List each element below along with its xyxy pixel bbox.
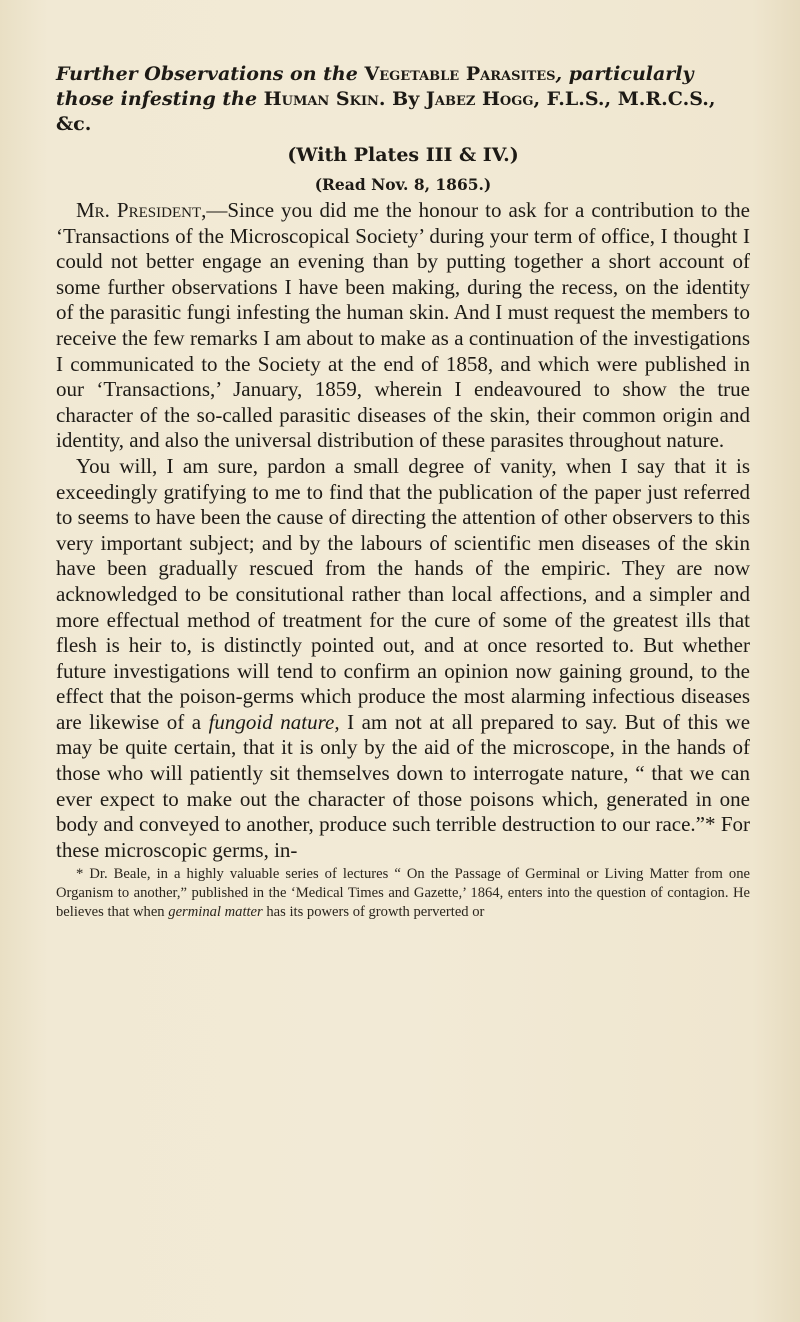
title-by: By (385, 88, 420, 110)
salutation: Mr. President (76, 198, 202, 222)
paragraph-2-text-a: You will, I am sure, pardon a small degree of vanity, when I say that it is exceedingly gratifying to me to find that the publication of the paper just referred to seems to have been the cause of directing the attention of other observers to this very important subject; and by the labours of scientific men diseases of the skin have been gradually rescued from the hands of the empiric. They are now acknowledged to be consitutional rather than local affections, and a simpler and more effectual method of treatment for the cure of some of the greatest ills that flesh is heir to, is distinctly pointed out, and at once resorted to. But whether future investigations will tend to confirm an opinion now gaining ground, to the effect that the poison-germs which produce the most alarming infectious diseases are likewise of a (56, 453, 750, 734)
title-italic-2: , particularly those infesting the (56, 63, 694, 110)
footnote (56, 865, 750, 922)
author-name: Jabez Hogg (425, 88, 534, 110)
read-date: (Read Nov. 8, 1865.) (314, 175, 492, 194)
article-title (56, 62, 750, 137)
paragraph-2-italic: fungoid nature, (208, 709, 340, 734)
title-smallcaps-1: Vegetable Parasites (364, 63, 556, 85)
paragraph-1 (56, 198, 750, 454)
paragraph-2-text-b: I am not at all prepared to say. But of this we may be quite certain, that it is only by the aid of the microscope, in the hands of those who will patiently sit themselves down to interrogate nature, “ that we can ever expect to make out the character of those poisons which, generated in one body and conveyed to another, produce such terrible destruction to our race.”* For these microscopic germs, in- (56, 709, 751, 862)
paragraph-1-text: ,—Since you did me the honour to ask for a contribution to the ‘Transactions of the Microscopical Society’ during your term of office, I thought I could not better engage an evening than by putting together a short account of some further observations I have been making, during the recess, on the identity of the parasitic fungi infesting the human skin. And I must request the members to receive the few remarks I am about to make as a continuation of the investigations I communicated to the Society at the end of 1858, and which were published in our ‘Transactions,’ January, 1859, wherein I endeavoured to show the true character of the so-called parasitic diseases of the skin, their common origin and identity, and also the universal distribution of these parasites throughout nature. (56, 198, 750, 453)
footnote-text-b: has its powers of growth perverted or (262, 904, 485, 921)
plates-note: (With Plates III & IV.) (287, 144, 519, 166)
paragraph-2 (56, 454, 750, 864)
title-smallcaps-2: Human Skin. (263, 88, 386, 110)
footnote-italic: germinal matter (168, 904, 263, 921)
title-italic-1: Further Observations on the (56, 63, 358, 85)
text-column (56, 62, 750, 922)
footnote-text-a: * Dr. Beale, in a highly valuable series of lectures “ On the Passage of Germinal or Living Matter from one Organism to another,” published in the ‘Medical Times and Gazette,’ 1864, enters into the question of contagion. He believes that when (56, 866, 750, 921)
author-credentials: , F.L.S., M.R.C.S., &c. (56, 88, 716, 135)
